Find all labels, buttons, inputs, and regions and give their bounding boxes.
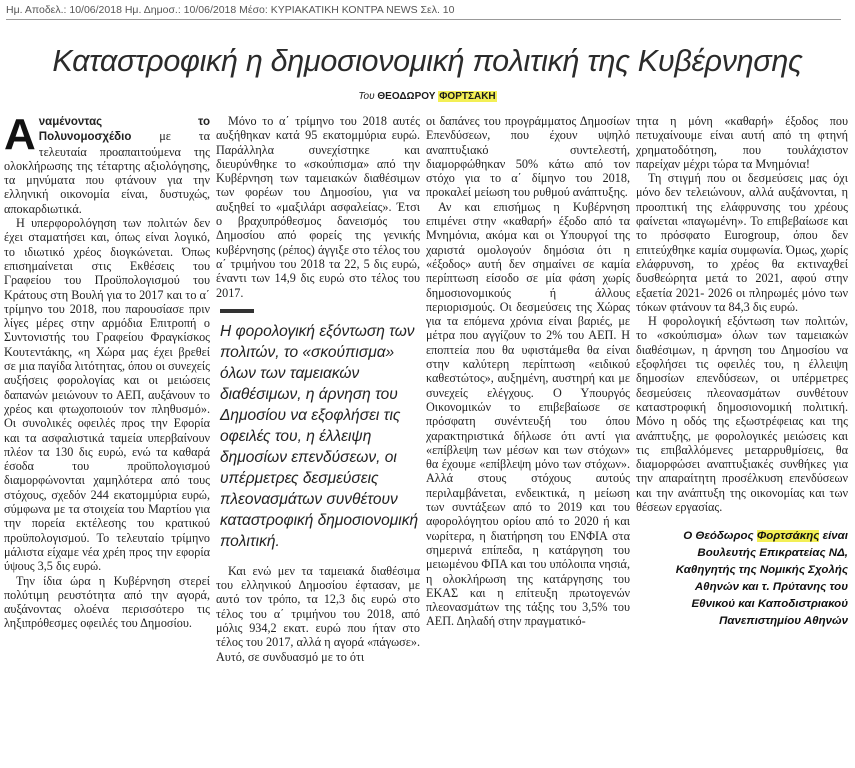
paragraph: Η υπερφορολόγηση των πολιτών δεν έχει σταματήσει και, όπως είναι λογικό, το ιδιωτικό χρέος διογκώνεται. Όπως επισημαίνεται στις Εκθέσεις του Γραφείου του Προϋπολογισμού του Κράτους στη Βουλή για το 2017 και το α΄ τρίμηνο του 2018, που παρουσίασε πριν λίγες μέρες στην αρμόδια Επιτροπή ο Συντονιστής του Γραφείου Φραγκίσκος Κουτεντάκης, «η Χώρα μας έχει βρεθεί σε μια παγίδα λιτότητας, όπου οι συνεχείς αυξήσεις φορολογίας και οι μειώσεις δαπανών μειώνουν το ΑΕΠ, αυξάνουν το χρέος και φτωχοποιούν τον πληθυσμό». Οι συνολικές οφειλές προς την Εφορία και τα ασφαλιστικά ταμεία υπερβαίνουν πλέον τα 130 δις ευρώ, ενώ τα καθαρά έσοδα του προϋπολογισμού διαμορφώνονται χαμηλότερα από τους στόχους, σχεδόν 244 εκατομμύρια ευρώ, σύμφωνα με τα στοιχεία του Μαρτίου για την πορεία εκτέλεσης του κρατικού προϋπολογισμού. Το τελευταίο τρίμηνο μάλιστα είχαμε νέα χρέη προς την εφορία ύψους 3,5 δις ευρώ.: [4, 216, 210, 574]
column-2: [216, 114, 420, 664]
paragraph: Και ενώ μεν τα ταμειακά διαθέσιμα του ελληνικού Δημοσίου έφτασαν, με αυτό τον τρόπο, τα 12,3 δις ευρώ στο τέλος του α΄ τριμήνου του 2018, από μόλις 934,2 εκατ. ευρώ που ήταν στο τέλος του 2017, αλλά η αγορά «πάγωσε». Αυτό, σε συνδυασμό με το ότι: [216, 563, 420, 664]
byline-first-name: ΘΕΟΔΩΡΟΥ: [377, 91, 436, 102]
bio-name-highlight: Φορτσάκης: [756, 530, 820, 543]
pullquote: Η φορολογική εξόντωση των πολιτών, το «σκούπισμα» όλων των ταμειακών διαθέσιμων, η άρνηση του Δημοσίου να εξοφλήσει τις οφειλές του, η έλλειψη δημοσίων επενδύσεων, οι υπέρμετρες δεσμεύσεις πλεονασμάτων συνθέτουν καταστροφική δημοσιονομική πολιτική.: [220, 322, 419, 550]
paragraph: οι δαπάνες του προγράμματος Δημοσίων Επενδύσεων, που έχουν υψηλό αναπτυξιακό συντελεστή, διαμορφώθηκαν 50% κάτω από τον στόχο για το α΄ δίμηνο του 2018, προκαλεί μείωση του ρυθμού ανάπτυξης.: [426, 114, 630, 200]
bio-line: Αθηνών και τ. Πρύτανης του: [694, 581, 848, 594]
article-title: Καταστροφική η δημοσιονομική πολιτική της Κυβέρνησης: [52, 44, 803, 78]
paragraph: Την ίδια ώρα η Κυβέρνηση στερεί πολύτιμη ρευστότητα από την αγορά, αυξάνοντας ολοένα περισσότερο τις ληξιπρόθεσμες οφειλές του Δημοσίου.: [4, 573, 210, 631]
author-bio: [636, 528, 848, 630]
paragraph: τητα η μόνη «καθαρή» έξοδος που πετυχαίνουμε είναι αυτή από τη φτηνή χρηματοδότηση, που τουλάχιστον παρείχαν μέχρι τώρα τα Μνημόνια!: [636, 114, 848, 171]
clipping-metadata: Ημ. Αποδελ.: 10/06/2018 Ημ. Δημοσ.: 10/06/2018 Μέσο: ΚΥΡΙΑΚΑΤΙΚΗ ΚΟΝΤΡΑ NEWS Σελ. 10: [6, 4, 841, 20]
paragraph: Μόνο το α΄ τρίμηνο του 2018 αυτές αυξήθηκαν κατά 95 εκατομμύρια ευρώ. Παράλληλα συνεχίστηκε και διευρύνθηκε το «σκούπισμα» από την Κυβέρνηση των ταμειακών διαθέσιμων των φορέων του Δημοσίου, για να αυξηθεί το «μαξιλάρι ασφαλείας». Έτσι ο βραχυπρόθεσμος δανεισμός του Δημοσίου από φορείς της γενικής κυβέρνησης (ρέπος) άγγιξε στο τέλος του α΄ τριμήνου του 2018 τα 22, 5 δις ευρώ, έναντι των 14,9 δις ευρώ στο τέλος του 2017.: [216, 114, 420, 300]
drop-cap: Α: [4, 110, 36, 159]
pullquote-rule: [220, 309, 254, 313]
bio-line: Εθνικού και Καποδιστριακού: [691, 598, 848, 611]
byline-prefix: Του: [358, 91, 375, 102]
opening-text: με τα τελευταία προαπαιτούμενα της ολοκλήρωσης της τέταρτης αξιολόγησης, τα μηνύματα που φτάνουν για την ελληνική οικονομία είναι, δυστυχώς, αποκαρδιωτικά.: [4, 129, 210, 216]
byline-last-name: ΦΟΡΤΣΑΚΗ: [439, 91, 496, 102]
opening-paragraph: [4, 110, 210, 216]
lead-in: ναμένοντας το Πολυνομοσχέδιο: [38, 116, 210, 144]
bio-text: είναι: [819, 530, 848, 543]
byline: [0, 91, 855, 102]
paragraph: Η φορολογική εξόντωση των πολιτών, το «σκούπισμα» όλων των ταμειακών διαθέσιμων, η άρνηση του Δημοσίου να εξοφλήσει τις οφειλές του, η έλλειψη δημοσίων επενδύσεων, οι υπέρμετρες δεσμεύσεις πλεονασμάτων συνθέτουν καταστροφική δημοσιονομική πολιτική. Μόνο η οδός της εξωστρέφειας και της ανάπτυξης, με φορολογικές μειώσεις και τις επιβαλλόμενες μεταρρυθμίσεις, θα διαμορφώσει αναπτυξιακές συνθήκες για την απαραίτητη προσέλκυση επενδύσεων και την ανάπτυξη της οικονομίας και των θέσεων εργασίας.: [636, 314, 848, 515]
paragraph: Αν και επισήμως η Κυβέρνηση επιμένει στην «καθαρή» έξοδο από τα Μνημόνια, ακόμα και οι Υπουργοί της χαριστά ομολογούν δημόσια ότι η «έξοδος» αυτή δεν σημαίνει σε καμία περίπτωση είσοδο σε μία φάση χωρίς δημοσιονομικούς ή άλλους περιορισμούς. Οι δεσμεύσεις της Χώρας για τα επόμενα χρόνια είναι βαριές, με μέτρα που αγγίζουν το 2% του ΑΕΠ. Η εποπτεία που θα υφιστάμεθα θα είναι στην καλύτερη περίπτωση «ειδικού καθεστώτος», αυξημένη, αυστηρή και με συνεχείς ελέγχους. Ο Υπουργός Οικονομικών το επιβεβαίωσε σε πρόσφατη συνέντευξή του όπου χαρακτηριστικά δήλωσε ότι αντί για «επίβλεψη των μέσων και των στόχων» θα έχουμε «επίβλεψη μόνο των στόχων». Αλλά στους στόχους αυτούς περιλαμβάνεται, ενδεικτικά, η μείωση των συντάξεων από το 2019 και του αφορολόγητου ορίου από το 2020 ή και νωρίτερα, η διατήρηση του ΕΝΦΙΑ στα σημερινά επίπεδα, η κατάργηση του μειωμένου ΦΠΑ και του υπόλοιπα νησιά, η ολοκλήρωση της κατάργησης του ΕΚΑΣ και η επίτευξη πρωτογενών πλεονασμάτων της τάξης του 3,5% του ΑΕΠ. Δηλαδή στην πραγματικό-: [426, 199, 630, 629]
bio-text: Ο Θεόδωρος: [683, 530, 757, 543]
column-4: [636, 114, 848, 630]
bio-line: Βουλευτής Επικρατείας ΝΔ,: [697, 547, 848, 560]
column-3: [426, 114, 630, 629]
bio-line: Πανεπιστημίου Αθηνών: [719, 615, 848, 628]
bio-line: [636, 528, 848, 545]
bio-line: Καθηγητής της Νομικής Σχολής: [675, 564, 848, 577]
paragraph: Τη στιγμή που οι δεσμεύσεις μας όχι μόνο δεν τελειώνουν, αλλά αυξάνονται, η προοπτική της ελάφρυνσης του χρέους φαίνεται «παγωμένη». Το επιβεβαίωσε και το πρόσφατο Eurogroup, όπου δεν επιτεύχθηκε καμία συμφωνία. Όμως, χωρίς ελάφρυνση, το χρέος θα εκτιναχθεί δυσθεώρητα μετά το 2021, αφού στην εξαετία 2021- 2026 οι πληρωμές μόνο των τόκων φτάνουν τα 84,3 δις ευρώ.: [636, 171, 848, 314]
column-1: [4, 110, 210, 631]
